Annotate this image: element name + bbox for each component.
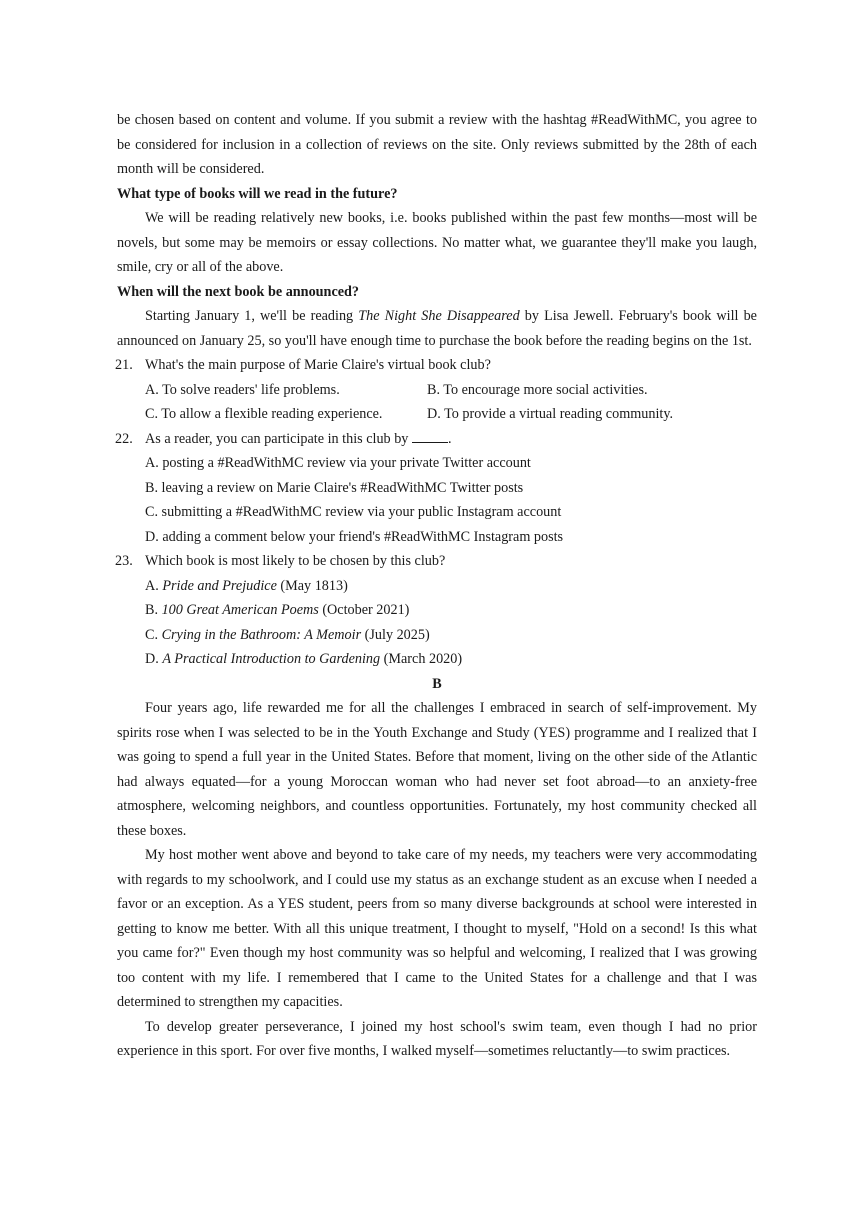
option-book-date: (July 2025) bbox=[361, 626, 430, 643]
passage-b-paragraph-2: My host mother went above and beyond to take care of my needs, my teachers were very accommodating with regards to my schoolwork, and I could use my status as an exchange student as an excuse when I needed a favor or an exception. As a YES student, peers from so many diverse backgrounds at school were interested in getting to know me better. With all this unique treatment, I thought to myself, "Hold on a second! Is this what you came for?" Even though my host community was so helpful and welcoming, I realized that I was growing too content with my life. I remembered that I came to the United States for a challenge and that I was determined to strengthen my capacities. bbox=[117, 847, 757, 1010]
option-a bbox=[117, 574, 757, 599]
question-21 bbox=[117, 353, 757, 378]
future-books-paragraph: We will be reading relatively new books, i.e. books published within the past few months—most will be novels, but some may be memoirs or essay collections. No matter what, we guarantee they'll make you laugh, smile, cry or all of the above. bbox=[117, 210, 757, 275]
option-book-title: A Practical Introduction to Gardening bbox=[162, 651, 381, 667]
option-b: B. To encourage more social activities. bbox=[427, 381, 648, 398]
next-book-title: The Night She Disappeared bbox=[358, 308, 520, 324]
next-book-paragraph bbox=[117, 304, 757, 353]
question-23 bbox=[117, 549, 757, 574]
option-book-title: Crying in the Bathroom: A Memoir bbox=[161, 626, 362, 643]
page-content bbox=[117, 108, 757, 1064]
option-book-date: (March 2020) bbox=[380, 651, 463, 667]
option-d: D. To provide a virtual reading community. bbox=[427, 406, 674, 422]
option-a: A. To solve readers' life problems. bbox=[145, 381, 340, 398]
section-label-b: B bbox=[432, 675, 442, 692]
heading-future-books: What type of books will we read in the future? bbox=[117, 185, 398, 202]
option-a: A. posting a #ReadWithMC review via your private Twitter account bbox=[145, 455, 531, 471]
passage-b-paragraph-3: To develop greater perseverance, I joined my host school's swim team, even though I had no prior experience in this sport. For over five months, I walked myself—sometimes reluctantly—to swim practices. bbox=[117, 1018, 757, 1059]
option-book-title: 100 Great American Poems bbox=[161, 602, 319, 618]
next-book-text-before: Starting January 1, we'll be reading bbox=[145, 308, 359, 324]
heading-next-book: When will the next book be announced? bbox=[117, 283, 360, 300]
option-letter: B. bbox=[145, 602, 162, 618]
answer-blank bbox=[412, 428, 448, 443]
question-number: 21. bbox=[115, 357, 133, 373]
question-text: What's the main purpose of Marie Claire's virtual book club? bbox=[145, 357, 491, 373]
option-c: C. submitting a #ReadWithMC review via your public Instagram account bbox=[145, 504, 562, 520]
option-book-title: Pride and Prejudice bbox=[162, 577, 277, 594]
question-22 bbox=[117, 427, 757, 452]
option-c: C. To allow a flexible reading experience. bbox=[145, 406, 383, 422]
option-letter: C. bbox=[145, 626, 162, 643]
option-book-date: (May 1813) bbox=[276, 577, 348, 594]
question-number: 23. bbox=[115, 553, 133, 569]
option-book-date: (October 2021) bbox=[318, 602, 410, 618]
option-d: D. adding a comment below your friend's #ReadWithMC Instagram posts bbox=[145, 528, 564, 545]
question-text: Which book is most likely to be chosen by this club? bbox=[145, 553, 446, 569]
intro-paragraph: be chosen based on content and volume. If you submit a review with the hashtag #ReadWithMC, you agree to be considered for inclusion in a collection of reviews on the site. Only reviews submitted by the 28th of each month will be considered. bbox=[117, 112, 757, 177]
option-b: B. leaving a review on Marie Claire's #ReadWithMC Twitter posts bbox=[145, 479, 524, 496]
option-letter: D. bbox=[145, 651, 163, 667]
option-b bbox=[117, 598, 757, 623]
option-c bbox=[117, 623, 757, 648]
question-number: 22. bbox=[115, 430, 133, 447]
option-d bbox=[117, 647, 757, 672]
question-21-options bbox=[117, 378, 757, 427]
next-book-text-after: by Lisa Jewell. February's book will be announced on January 25, so you'll have enough time to purchase the book before the reading begins on the 1st. bbox=[117, 308, 757, 349]
option-letter: A. bbox=[145, 577, 163, 594]
passage-b-paragraph-1: Four years ago, life rewarded me for all the challenges I embraced in search of self-improvement. My spirits rose when I was selected to be in the Youth Exchange and Study (YES) programme and I realized that I was going to spend a full year in the United States. Before that moment, living on the other side of the Atlantic had always equated—for a young Moroccan woman who had never set foot abroad—to an anxiety-free atmosphere, welcoming neighbors, and countless opportunities. Fortunately, my host community checked all these boxes. bbox=[117, 700, 757, 839]
question-text: As a reader, you can participate in this club by bbox=[145, 430, 412, 447]
question-text-end: . bbox=[447, 430, 452, 447]
